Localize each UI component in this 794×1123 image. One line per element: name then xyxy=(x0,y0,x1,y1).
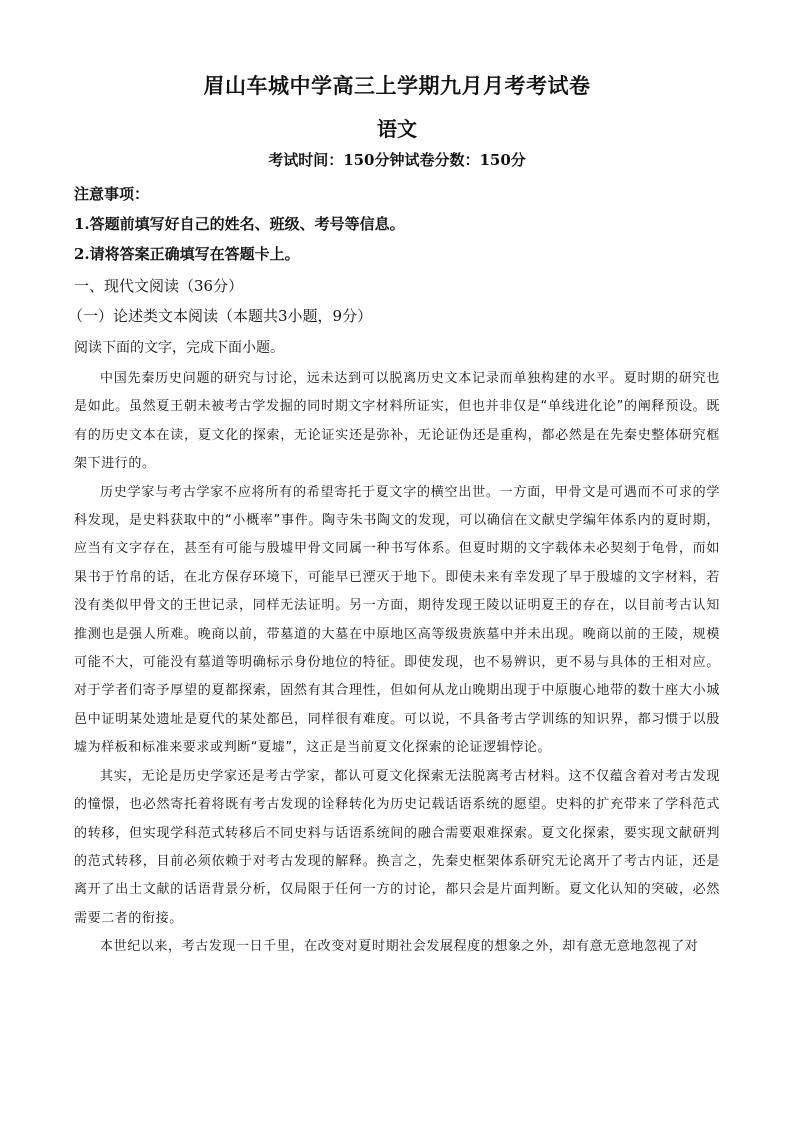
reading-passage xyxy=(74,365,720,962)
passage-paragraph-2: 历史学家与考古学家不应将所有的希望寄托于夏文字的横空出世。一方面，甲骨文是可遇而不可求的学科发现，是史料获取中的“小概率”事件。陶寺朱书陶文的发现，可以确信在文献史学编年体系内的夏时期，应当有文字存在，甚至有可能与殷墟甲骨文同属一种书写体系。但夏时期的文字载体未必契刻于龟骨，而如果书于竹帛的话，在北方保存环境下，可能早已湮灭于地下。即使未来有幸发现了早于殷墟的文字材料，若没有类似甲骨文的王世记录，同样无法证明。另一方面，期待发现王陵以证明夏王的存在，以目前考古认知推测也是强人所难。晚商以前，带墓道的大墓在中原地区高等级贵族墓中并未出现。晚商以前的王陵，规模可能不大，可能没有墓道等明确标示身份地位的特征。即使发现，也不易辨识，更不易与具体的王相对应。对于学者们寄予厚望的夏都探索，固然有其合理性，但如何从龙山晚期出现于中原腹心地带的数十座大小城邑中证明某处遗址是夏代的某处都邑，同样很有难度。可以说，不具备考古学训练的知识界，都习惯于以殷墟为样板和标准来要求或判断“夏墟”，这正是当前夏文化探索的论证逻辑悖论。 xyxy=(74,484,720,756)
passage-paragraph-1: 中国先秦历史问题的研究与讨论，远未达到可以脱离历史文本记录而单独构建的水平。夏时期的研究也是如此。虽然夏王朝未被考古学发掘的同时期文字材料所证实，但也并非仅是“单线进化论”的阐释预设。既有的历史文本在读，夏文化的探索，无论证实还是弥补，无论证伪还是重构，都必然是在先秦史整体研究框架下进行的。 xyxy=(74,371,720,472)
section-heading-part1: 一、现代文阅读（36分） xyxy=(74,277,244,295)
section-heading-part1-sub1: （一）论述类文本阅读（本题共3小题，9分） xyxy=(68,307,373,325)
passage-paragraph-3: 其实，无论是历史学家还是考古学家，都认可夏文化探索无法脱离考古材料。这不仅蕴含着对考古发现的憧憬，也必然寄托着将既有考古发现的诠释转化为历史记载话语系统的愿望。史料的扩充带来了学科范式的转移，但实现学科范式转移后不同史料与话语系统间的融合需要艰难探索。夏文化探索，要实现文献研判的范式转移，目前必须依赖于对考古发现的解释。换言之，先秦史框架体系研究无论离开了考古内证，还是离开了出土文献的话语背景分析，仅局限于任何一方的讨论，都只会是片面判断。夏文化认知的突破，必然需要二者的衔接。 xyxy=(74,768,720,926)
notice-heading: 注意事项： xyxy=(74,185,150,203)
subject-title: 语文 xyxy=(377,117,417,141)
passage-paragraph-4: 本世纪以来，考古发现一日千里，在改变对夏时期社会发展程度的想象之外，却有意无意地忽视了对 xyxy=(100,939,699,955)
exam-time-score: 考试时间：150分钟试卷分数：150分 xyxy=(268,151,526,169)
reading-instruction: 阅读下面的文字，完成下面小题。 xyxy=(74,340,284,356)
exam-title: 眉山车城中学高三上学期九月月考考试卷 xyxy=(203,73,591,98)
notice-item-1: 1.答题前填写好自己的姓名、班级、考号等信息。 xyxy=(74,215,405,233)
notice-item-2: 2.请将答案正确填写在答题卡上。 xyxy=(74,245,300,263)
